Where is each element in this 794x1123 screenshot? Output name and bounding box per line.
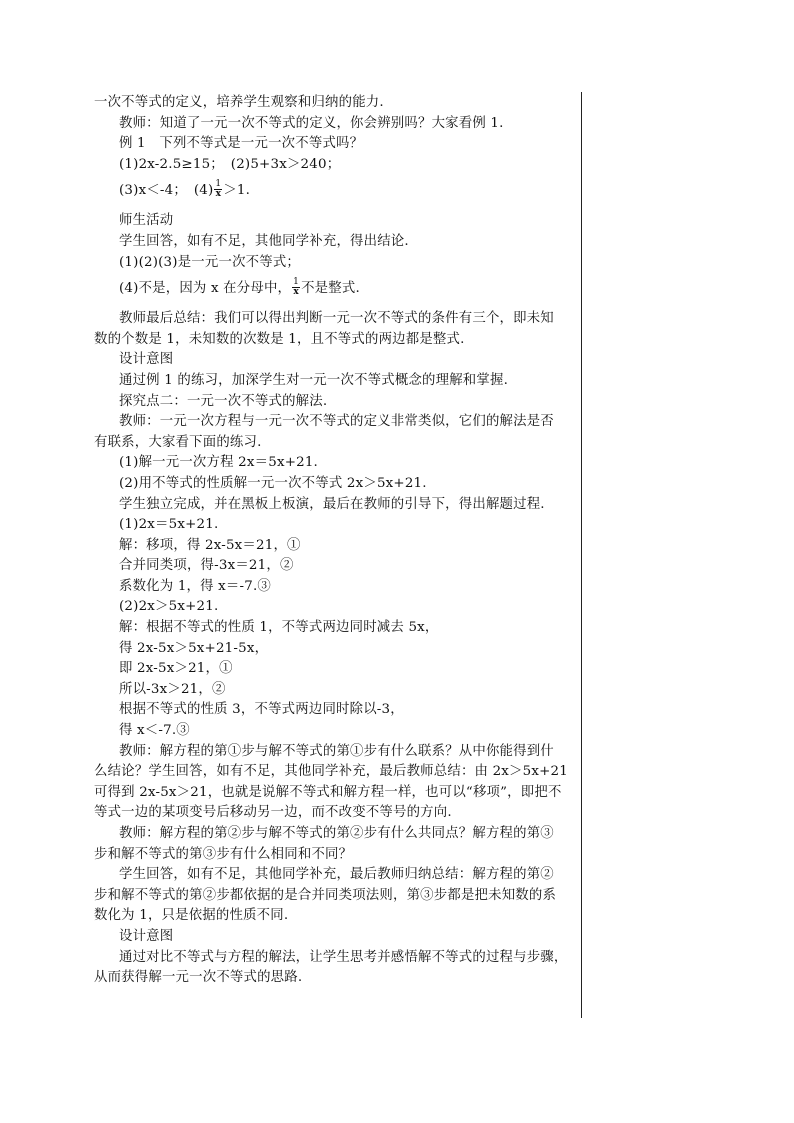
text-line: (1)2x＝5x+21.: [119, 517, 219, 533]
text-line: 可得到 2x-5x＞21，也就是说解不等式和解方程一样，也可以“移项”，即把不: [94, 784, 562, 800]
text-line: 有联系，大家看下面的练习.: [94, 434, 262, 450]
text-line: 教师：解方程的第②步与解不等式的第②步有什么共同点？解方程的第③: [119, 826, 554, 841]
text-line: 教师最后总结：我们可以得出判断一元一次不等式的条件有三个，即未知: [119, 311, 554, 327]
section-label: 设计意图: [119, 928, 174, 944]
text-line: 从而获得解一元一次不等式的思路.: [94, 970, 303, 986]
section-label: 设计意图: [119, 352, 174, 368]
text-line: 数的个数是 1，未知数的次数是 1，且不等式的两边都是整式.: [94, 331, 465, 347]
section-heading: 探究点二：一元一次不等式的解法.: [119, 393, 328, 409]
text-line: 合并同类项，得-3x＝21，②: [119, 558, 294, 574]
text-line: 系数化为 1，得 x＝-7.③: [119, 578, 272, 594]
section-label: 师生活动: [119, 213, 174, 229]
text-line: 得 x＜-7.③: [119, 723, 190, 739]
example-items-1-2: (1)2x-2.5≥15； (2)5+3x＞240；: [119, 156, 341, 172]
table-right-border: [581, 92, 582, 1018]
text-line: 么结论？学生回答，如有不足，其他同学补充，最后教师总结：由 2x＞5x+21: [94, 764, 568, 780]
lesson-text-block: [94, 93, 578, 989]
text-line: 得 2x-5x＞5x+21-5x，: [119, 640, 269, 656]
text-line: 教师：解方程的第①步与解不等式的第①步有什么联系？从中你能得到什: [119, 743, 554, 759]
fraction-numerator: 1: [215, 179, 222, 190]
text-line-with-fraction: [94, 273, 578, 305]
text-fragment: (4)不是，因为 x 在分母中，: [119, 281, 292, 297]
text-line: 学生回答，如有不足，其他同学补充，最后教师归纳总结：解方程的第②: [119, 867, 554, 883]
fraction-denominator: x: [293, 287, 299, 298]
text-line: (1)解一元一次方程 2x＝5x+21.: [119, 455, 319, 471]
text-line: (2)用不等式的性质解一元一次不等式 2x＞5x+21.: [119, 475, 427, 491]
example-heading: 例 1 下列不等式是一元一次不等式吗？: [119, 136, 364, 152]
fraction-numerator: 1: [293, 277, 300, 288]
example-items-3-4: [94, 175, 578, 207]
text-line: 所以-3x＞21，②: [119, 681, 226, 697]
text-fragment: 不是整式.: [301, 281, 360, 297]
text-line: 数化为 1，只是依据的性质不同.: [94, 908, 289, 924]
text-fragment: ＞1.: [223, 183, 251, 199]
text-line: (2)2x＞5x+21.: [119, 599, 219, 615]
text-fragment: (3)x＜-4； (4): [119, 183, 214, 199]
text-line: 解：根据不等式的性质 1，不等式两边同时减去 5x，: [119, 620, 439, 636]
text-line: 步和解不等式的第②步都依据的是合并同类项法则，第③步都是把未知数的系: [94, 887, 557, 903]
fraction-1-over-x: [214, 180, 222, 199]
fraction-1-over-x: [292, 278, 300, 297]
text-line: 教师：知道了一元一次不等式的定义，你会辨别吗？大家看例 1.: [119, 115, 504, 131]
text-line: 学生回答，如有不足，其他同学补充，得出结论.: [119, 233, 409, 249]
text-line: 教师：一元一次方程与一元一次不等式的定义非常类似，它们的解法是否: [119, 414, 554, 430]
text-line: 即 2x-5x＞21，①: [119, 661, 233, 677]
text-line: 通过例 1 的练习，加深学生对一元一次不等式概念的理解和掌握.: [119, 372, 509, 388]
table-left-border: [89, 92, 90, 1018]
text-line: (1)(2)(3)是一元一次不等式；: [119, 254, 301, 270]
text-line: 步和解不等式的第③步有什么相同和不同？: [94, 846, 353, 862]
text-line: 根据不等式的性质 3，不等式两边同时除以-3，: [119, 702, 404, 718]
text-line: 通过对比不等式与方程的解法，让学生思考并感悟解不等式的过程与步骤，: [119, 949, 568, 965]
text-line: 解：移项，得 2x-5x＝21，①: [119, 537, 301, 553]
text-line: 学生独立完成，并在黑板上板演，最后在教师的引导下，得出解题过程.: [119, 496, 545, 512]
text-line: 一次不等式的定义，培养学生观察和归纳的能力.: [94, 95, 384, 110]
text-line: 等式一边的某项变号后移动另一边，而不改变不等号的方向.: [94, 805, 452, 821]
fraction-denominator: x: [215, 189, 222, 200]
